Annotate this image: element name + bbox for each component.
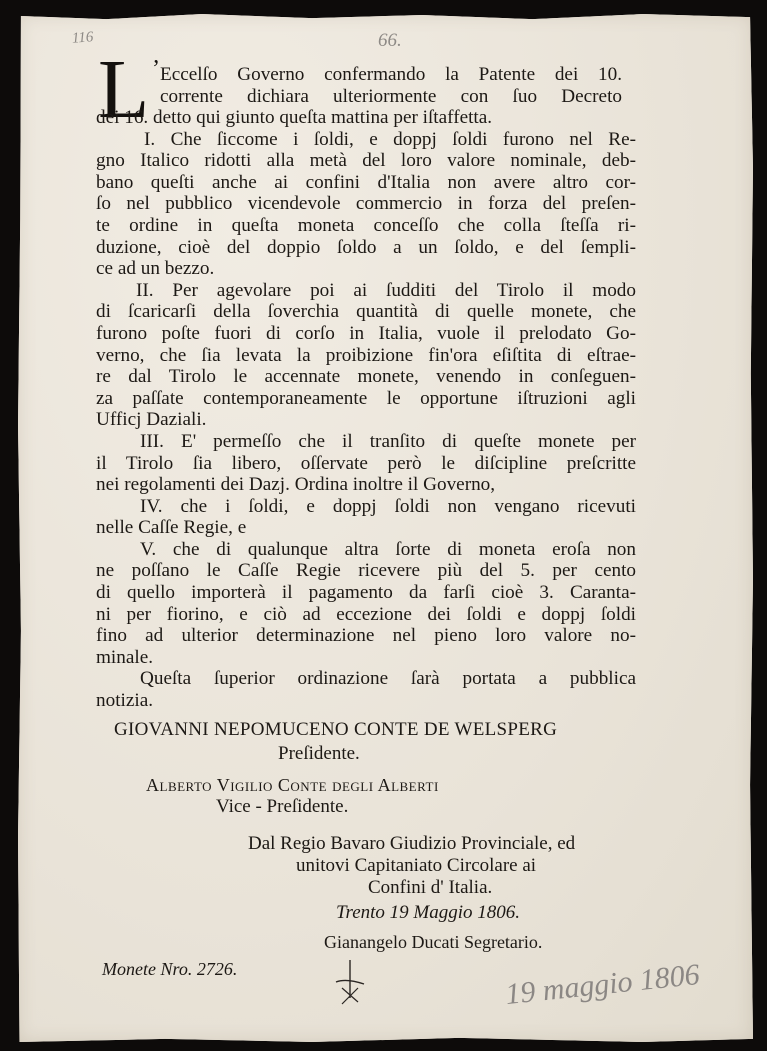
body-line: nei regolamenti dei Dazj. Ordina inoltre il Governo, bbox=[96, 474, 496, 496]
body-line: I. Che ſiccome i ſoldi, e doppj ſoldi furono nel Re- bbox=[144, 128, 636, 150]
place-date: Trento 19 Maggio 1806. bbox=[336, 902, 521, 923]
court-line-3: Confini d' Italia. bbox=[368, 877, 493, 898]
body-line: minale. bbox=[96, 646, 154, 668]
body-line: III. E' permeſſo che il tranſito di queſte monete per bbox=[140, 430, 636, 452]
body-line: V. che di qualunque altra ſorte di moneta eroſa non bbox=[140, 538, 636, 560]
body-line: di ſcaricarſi della ſoverchia quantità di quelle monete, che bbox=[96, 301, 636, 323]
body-line: nelle Caſſe Regie, e bbox=[96, 517, 247, 539]
decree-reference: Monete Nro. 2726. bbox=[102, 959, 238, 979]
body-line: gno Italico ridotti alla metà del loro valore nominale, deb- bbox=[96, 150, 636, 172]
body-line: Ufficj Daziali. bbox=[96, 409, 207, 431]
body-line: IV. che i ſoldi, e doppj ſoldi non vengano ricevuti bbox=[140, 495, 636, 517]
vice-president-title: Vice - Preſidente. bbox=[216, 796, 349, 817]
cross-mark-icon bbox=[330, 958, 370, 1012]
lead-line: Eccelſo Governo confermando la Patente dei 10. bbox=[160, 64, 622, 85]
body-line: Queſta ſuperior ordinazione ſarà portata a pubblica bbox=[140, 668, 636, 690]
decree-body bbox=[96, 107, 636, 712]
body-line: ſo nel pubblico vicendevole commercio in forza del preſen- bbox=[96, 193, 636, 215]
handwritten-date: 19 maggio 1806 bbox=[503, 957, 702, 1012]
body-line: ne poſſano le Caſſe Regie ricevere più del 5. per cento bbox=[96, 560, 636, 582]
body-line: re dal Tirolo le accennate monete, venendo in conſeguen- bbox=[96, 366, 636, 388]
body-line: notizia. bbox=[96, 690, 154, 712]
body-line: za paſſate contemporaneamente le opportune iſtruzioni agli bbox=[96, 387, 636, 409]
secretary-signature: Gianangelo Ducati Segretario. bbox=[324, 932, 543, 952]
body-line: dei 16. detto qui giunto queſta mattina per iſtaffetta. bbox=[96, 107, 493, 128]
body-line: furono poſte fuori di corſo in Italia, vuole il prelodato Go- bbox=[96, 322, 636, 344]
body-line: verno, che ſia levata la proibizione fin'ora eſiſtita di eſtrae- bbox=[96, 344, 636, 366]
pencil-note-number: 116 bbox=[71, 29, 94, 47]
body-line: ce ad un bezzo. bbox=[96, 258, 215, 280]
body-line: duzione, cioè del doppio ſoldo a un ſoldo, e del ſempli- bbox=[96, 236, 636, 258]
drop-cap: L bbox=[98, 43, 150, 136]
court-line-2: unitovi Capitaniato Circolare ai bbox=[296, 855, 537, 876]
body-line: II. Per agevolare poi ai ſudditi del Tirolo il modo bbox=[136, 279, 636, 301]
body-line: fino ad ulterior determinazione nel pieno loro valore no- bbox=[96, 625, 636, 647]
body-line: ni per fiorino, e ciò ad eccezione dei ſoldi e doppj ſoldi bbox=[96, 603, 636, 625]
drop-cap-apostrophe: ’ bbox=[152, 56, 160, 82]
body-line: di quello importerà il pagamento da farſi cioè 3. Carantа- bbox=[96, 582, 636, 604]
pencil-note-page: 66. bbox=[378, 30, 402, 51]
body-line: il Tirolo ſia libero, oſſervate però le diſcipline preſcritte bbox=[96, 452, 636, 474]
lead-paragraph bbox=[160, 64, 622, 107]
president-title: Preſidente. bbox=[278, 743, 360, 764]
body-line: bano queſti anche ai confini d'Italia non avere altro cor- bbox=[96, 171, 636, 193]
president-name: GIOVANNI NEPOMUCENO CONTE DE WELSPERG bbox=[114, 719, 558, 740]
vice-president-name: Alberto Vigilio Conte degli Alberti bbox=[146, 775, 439, 795]
lead-line: corrente dichiara ulteriormente con ſuo Decreto bbox=[160, 85, 622, 107]
court-line-1: Dal Regio Bavaro Giudizio Provinciale, ed bbox=[248, 833, 576, 854]
body-line: te ordine in queſta moneta conceſſo che colla ſteſſa ri- bbox=[96, 214, 636, 236]
